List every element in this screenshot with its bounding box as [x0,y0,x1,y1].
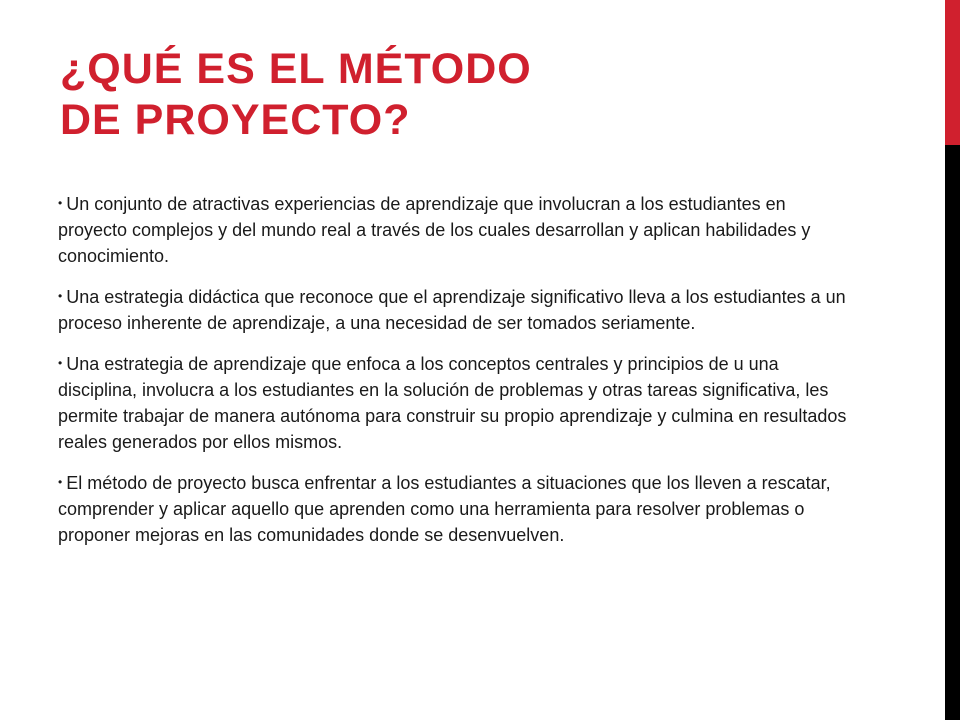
bullet-item-1 [58,190,848,269]
bullet-text: El método de proyecto busca enfrentar a los estudiantes a situaciones que los lleven a rescatar, comprender y aplicar aquello que aprenden como una herramienta para resolver problemas o proponer mejoras en las comunidades donde se desenvuelven. [58,473,831,545]
slide-title-line-1: ¿QUÉ ES EL MÉTODO [60,45,532,93]
bullet-text: Un conjunto de atractivas experiencias de aprendizaje que involucran a los estudiantes en proyecto complejos y del mundo real a través de los cuales desarrollan y aplican habilidades y conocimiento. [58,194,811,266]
bullet-marker-icon: • [58,289,63,303]
slide-title [60,44,920,146]
bullet-item-2 [58,283,848,336]
accent-bar-black [945,145,960,720]
slide-title-line-2: DE PROYECTO? [60,96,411,144]
bullet-list [58,190,848,562]
accent-bar-red [945,0,960,145]
bullet-marker-icon: • [58,356,63,370]
bullet-marker-icon: • [58,475,63,489]
bullet-text: Una estrategia de aprendizaje que enfoca a los conceptos centrales y principios de u una disciplina, involucra a los estudiantes en la solución de problemas y otras tareas significativa, les permite trabajar de manera autónoma para construir su propio aprendizaje y culmina en resultados reales generados por ellos mismos. [58,354,847,452]
bullet-item-3 [58,350,848,455]
bullet-marker-icon: • [58,196,63,210]
bullet-text: Una estrategia didáctica que reconoce que el aprendizaje significativo lleva a los estudiantes a un proceso inherente de aprendizaje, a una necesidad de ser tomados seriamente. [58,287,846,333]
bullet-item-4 [58,469,848,548]
